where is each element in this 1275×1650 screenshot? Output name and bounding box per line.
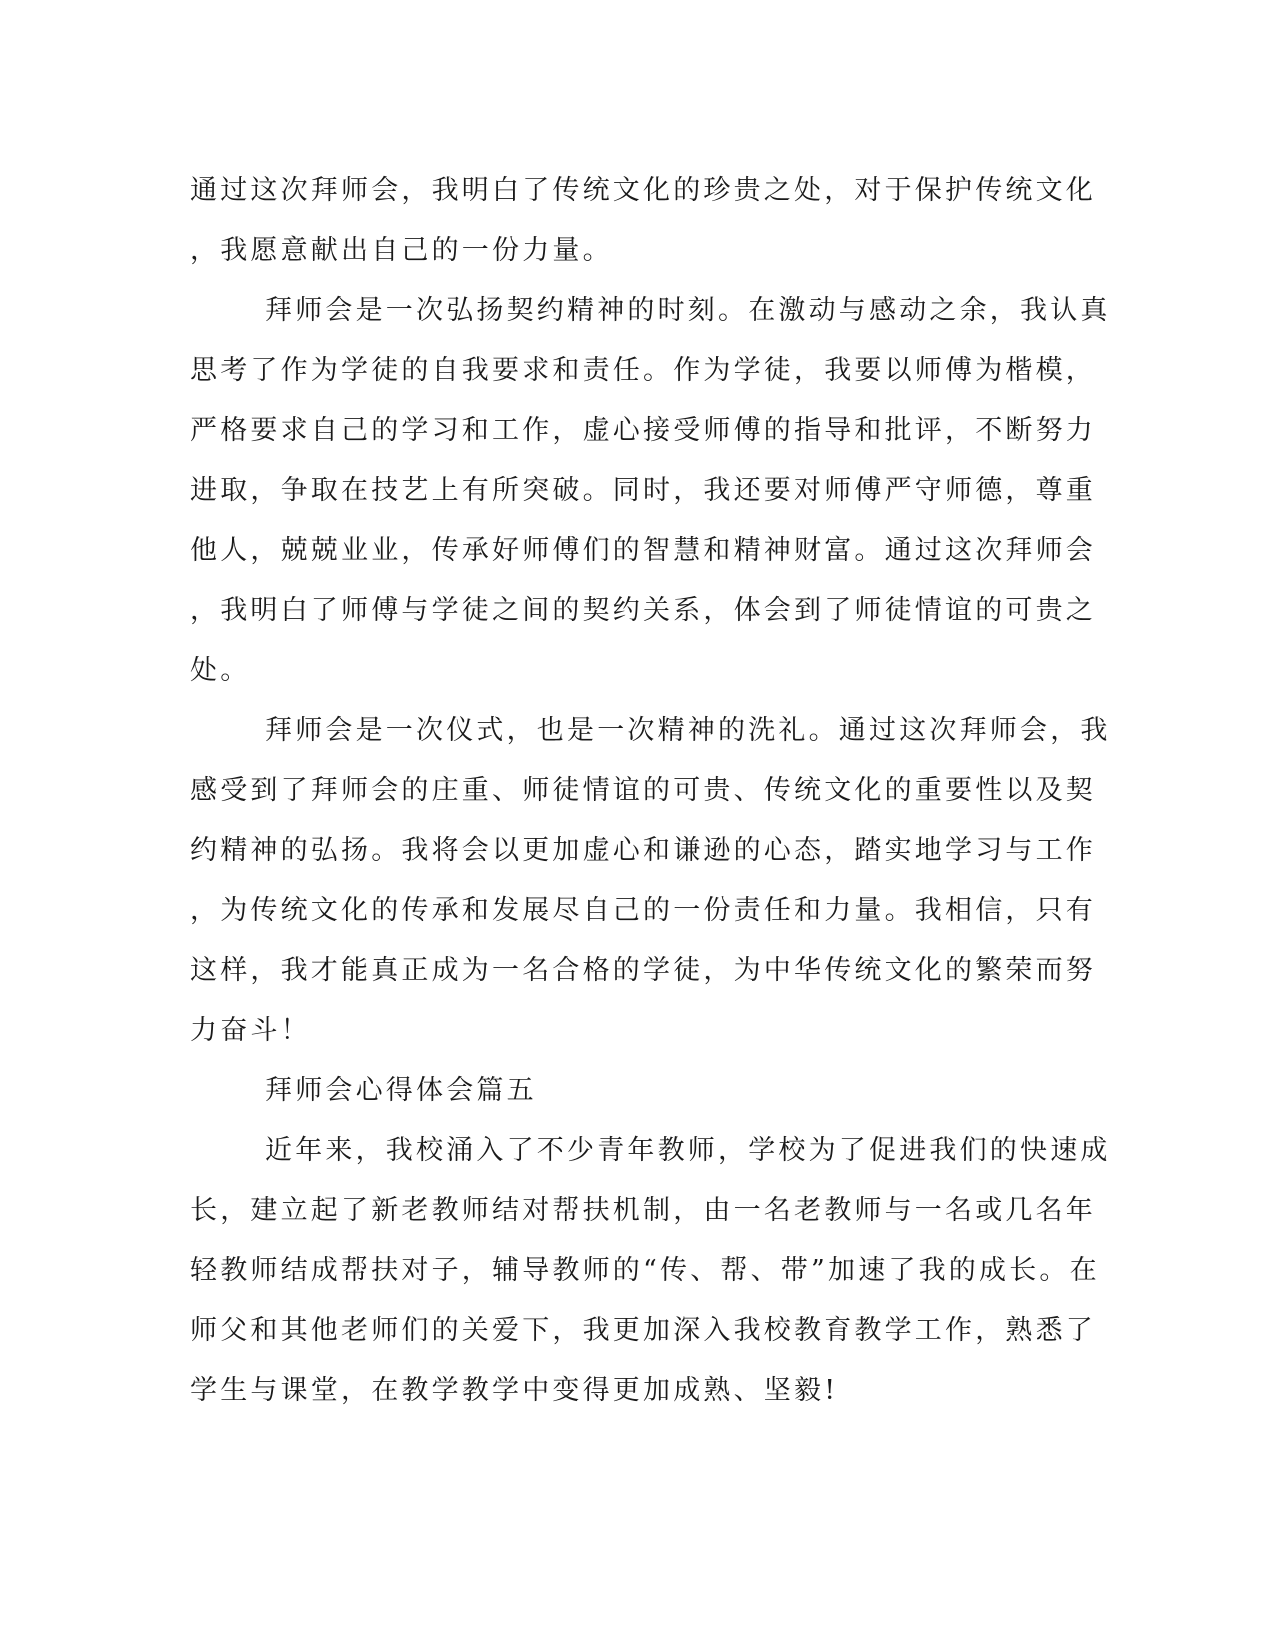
- document-body: [190, 161, 1111, 1421]
- text-line: 力奋斗！: [190, 1015, 311, 1046]
- text-line: 处。: [190, 655, 251, 686]
- text-line: 轻教师结成帮扶对子，辅导教师的“传、帮、带”加速了我的成长。在: [190, 1255, 1100, 1286]
- text-line: 师父和其他老师们的关爱下，我更加深入我校教育教学工作，熟悉了: [190, 1315, 1096, 1346]
- text-line: 长，建立起了新老教师结对帮扶机制，由一名老教师与一名或几名年: [190, 1195, 1096, 1226]
- text-line: 拜师会是一次仪式，也是一次精神的洗礼。通过这次拜师会，我: [265, 715, 1111, 746]
- text-line: 严格要求自己的学习和工作，虚心接受师傅的指导和批评，不断努力: [190, 415, 1096, 446]
- text-line: ，为传统文化的传承和发展尽自己的一份责任和力量。我相信，只有: [190, 895, 1096, 926]
- text-line: ，我明白了师傅与学徒之间的契约关系，体会到了师徒情谊的可贵之: [190, 595, 1096, 626]
- text-line: 感受到了拜师会的庄重、师徒情谊的可贵、传统文化的重要性以及契: [190, 775, 1096, 806]
- text-line: 拜师会是一次弘扬契约精神的时刻。在激动与感动之余，我认真: [265, 295, 1111, 326]
- text-line: 通过这次拜师会，我明白了传统文化的珍贵之处，对于保护传统文化: [190, 175, 1096, 206]
- text-line: 进取，争取在技艺上有所突破。同时，我还要对师傅严守师德，尊重: [190, 475, 1096, 506]
- text-line: 近年来，我校涌入了不少青年教师，学校为了促进我们的快速成: [265, 1135, 1111, 1166]
- text-line: 这样，我才能真正成为一名合格的学徒，为中华传统文化的繁荣而努: [190, 955, 1096, 986]
- text-line: 学生与课堂，在教学教学中变得更加成熟、坚毅!: [190, 1375, 839, 1406]
- text-line: 思考了作为学徒的自我要求和责任。作为学徒，我要以师傅为楷模，: [190, 355, 1096, 386]
- text-line: 约精神的弘扬。我将会以更加虚心和谦逊的心态，踏实地学习与工作: [190, 835, 1096, 866]
- text-line: ，我愿意献出自己的一份力量。: [190, 235, 613, 266]
- text-line: 他人，兢兢业业，传承好师傅们的智慧和精神财富。通过这次拜师会: [190, 535, 1096, 566]
- section-heading: 拜师会心得体会篇五: [265, 1075, 537, 1106]
